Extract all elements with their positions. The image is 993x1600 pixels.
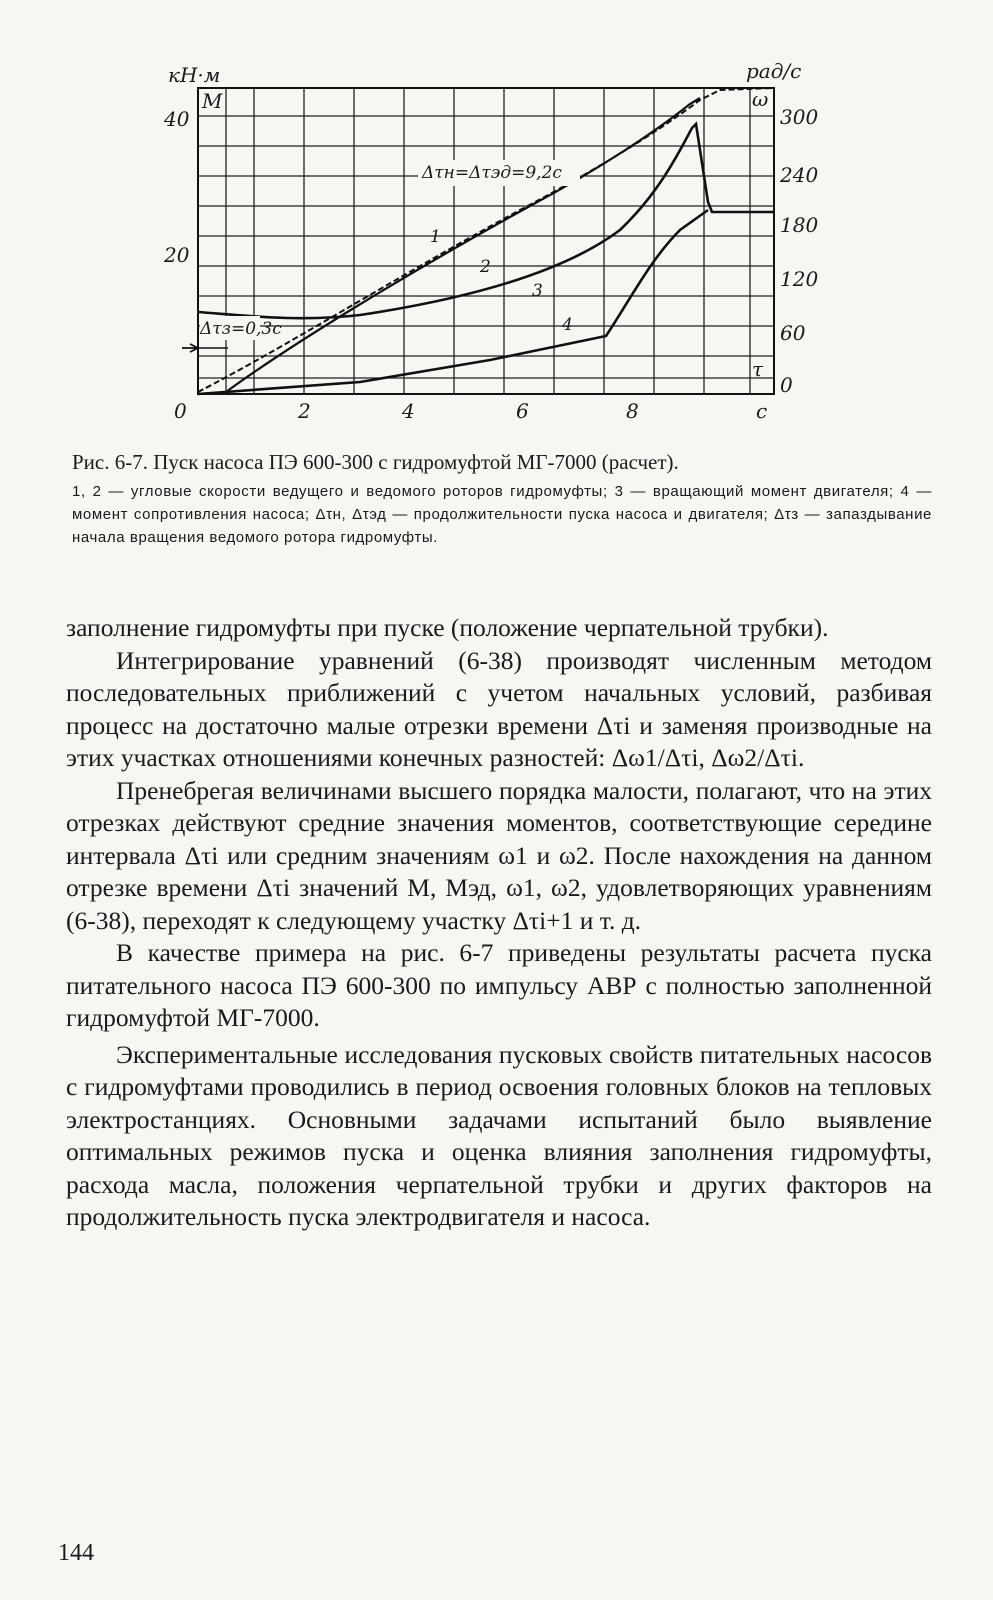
- curve-label-4: 4: [562, 315, 573, 335]
- delay-arrow-head: [182, 344, 198, 352]
- paragraph-5: Экспериментальные исследования пусковых свойств питательных насосов с гидромуфтами проводились в период освоения головных блоков на тепловых электростанциях. Основными задачами испытаний было выявление оптимальных режимов пуска и оценка влияния заполнения гидромуфты, расхода масла, положения черпательной трубки и других факторов на продолжительность пуска электродвигателя и насоса.: [66, 1039, 932, 1231]
- curve-2-driven-rotor-speed: [226, 98, 700, 392]
- paragraph-2: Интегрирование уравнений (6-38) производят численным методом последовательных приближений с учетом начальных условий, разбивая процесс на достаточно малые отрезки времени Δτi и заменяя производные на этих участках отношениями конечных разностей: Δω1/Δτi, Δω2/Δτi.: [66, 645, 932, 772]
- paragraph-4: В качестве примера на рис. 6-7 приведены результаты расчета пуска питательного насоса ПЭ 600-300 по импульсу АВР с полностью заполненной гидромуфтой МГ-7000.: [66, 938, 932, 1032]
- curve-4-pump-resistance-torque: [198, 210, 708, 394]
- curve-label-1: 1: [430, 227, 441, 247]
- y-right-tick-180: 180: [780, 213, 819, 237]
- figure-6-7: [160, 60, 860, 440]
- y-right-tick-60: 60: [780, 321, 806, 345]
- figure-caption: [72, 448, 932, 549]
- y-right-tick-0: 0: [780, 373, 793, 397]
- delay-annotation: Δτз=0,3с: [200, 319, 282, 339]
- y-right-symbol: ω: [752, 87, 769, 111]
- paragraph-1: заполнение гидромуфты при пуске (положение черпательной трубки).: [66, 613, 829, 642]
- curve-3-motor-torque: [198, 124, 774, 318]
- duration-annotation: Δτн=Δτэд=9,2с: [422, 163, 562, 183]
- y-left-symbol: М: [202, 89, 223, 113]
- y-left-tick-20: 20: [164, 243, 190, 267]
- startup-graph: [160, 60, 860, 440]
- y-left-tick-40: 40: [164, 107, 190, 131]
- curve-label-2: 2: [480, 257, 491, 277]
- caption-title: Рис. 6-7. Пуск насоса ПЭ 600-300 с гидромуфтой МГ-7000 (расчет).: [72, 450, 679, 474]
- x-tick-0: 0: [174, 399, 187, 423]
- paragraph-3: Пренебрегая величинами высшего порядка малости, полагают, что на этих отрезках действуют средние значения моментов, соответствующие середине интервала Δτi или средним значениям ω1 и ω2. После нахождения на данном отрезке времени Δτi значений М, Мэд, ω1, ω2, удовлетворяющих уравнениям (6-38), переходят к следующему участку Δτi+1 и т. д.: [66, 775, 932, 935]
- y-right-tick-240: 240: [780, 163, 819, 187]
- caption-body: 1, 2 — угловые скорости ведущего и ведомого роторов гидромуфты; 3 — вращающий момент двигателя; 4 — момент сопротивления насоса; Δτн, Δτэд — продолжительности пуска насоса и двигателя; Δτз — запаздывание начала вращения ведомого ротора гидромуфты.: [72, 483, 932, 546]
- curve-label-3: 3: [532, 281, 543, 301]
- y-left-unit: кН·м: [168, 63, 221, 87]
- y-right-tick-120: 120: [780, 267, 819, 291]
- y-right-unit: рад/с: [746, 60, 802, 83]
- y-right-tick-300: 300: [780, 105, 819, 129]
- x-unit: с: [756, 399, 768, 423]
- x-tick-6: 6: [516, 399, 529, 423]
- x-tick-4: 4: [402, 399, 415, 423]
- x-tick-8: 8: [626, 399, 639, 423]
- x-tick-2: 2: [298, 399, 311, 423]
- page-number: 144: [58, 1540, 94, 1566]
- body-text: [66, 612, 932, 1234]
- x-symbol: τ: [752, 357, 764, 381]
